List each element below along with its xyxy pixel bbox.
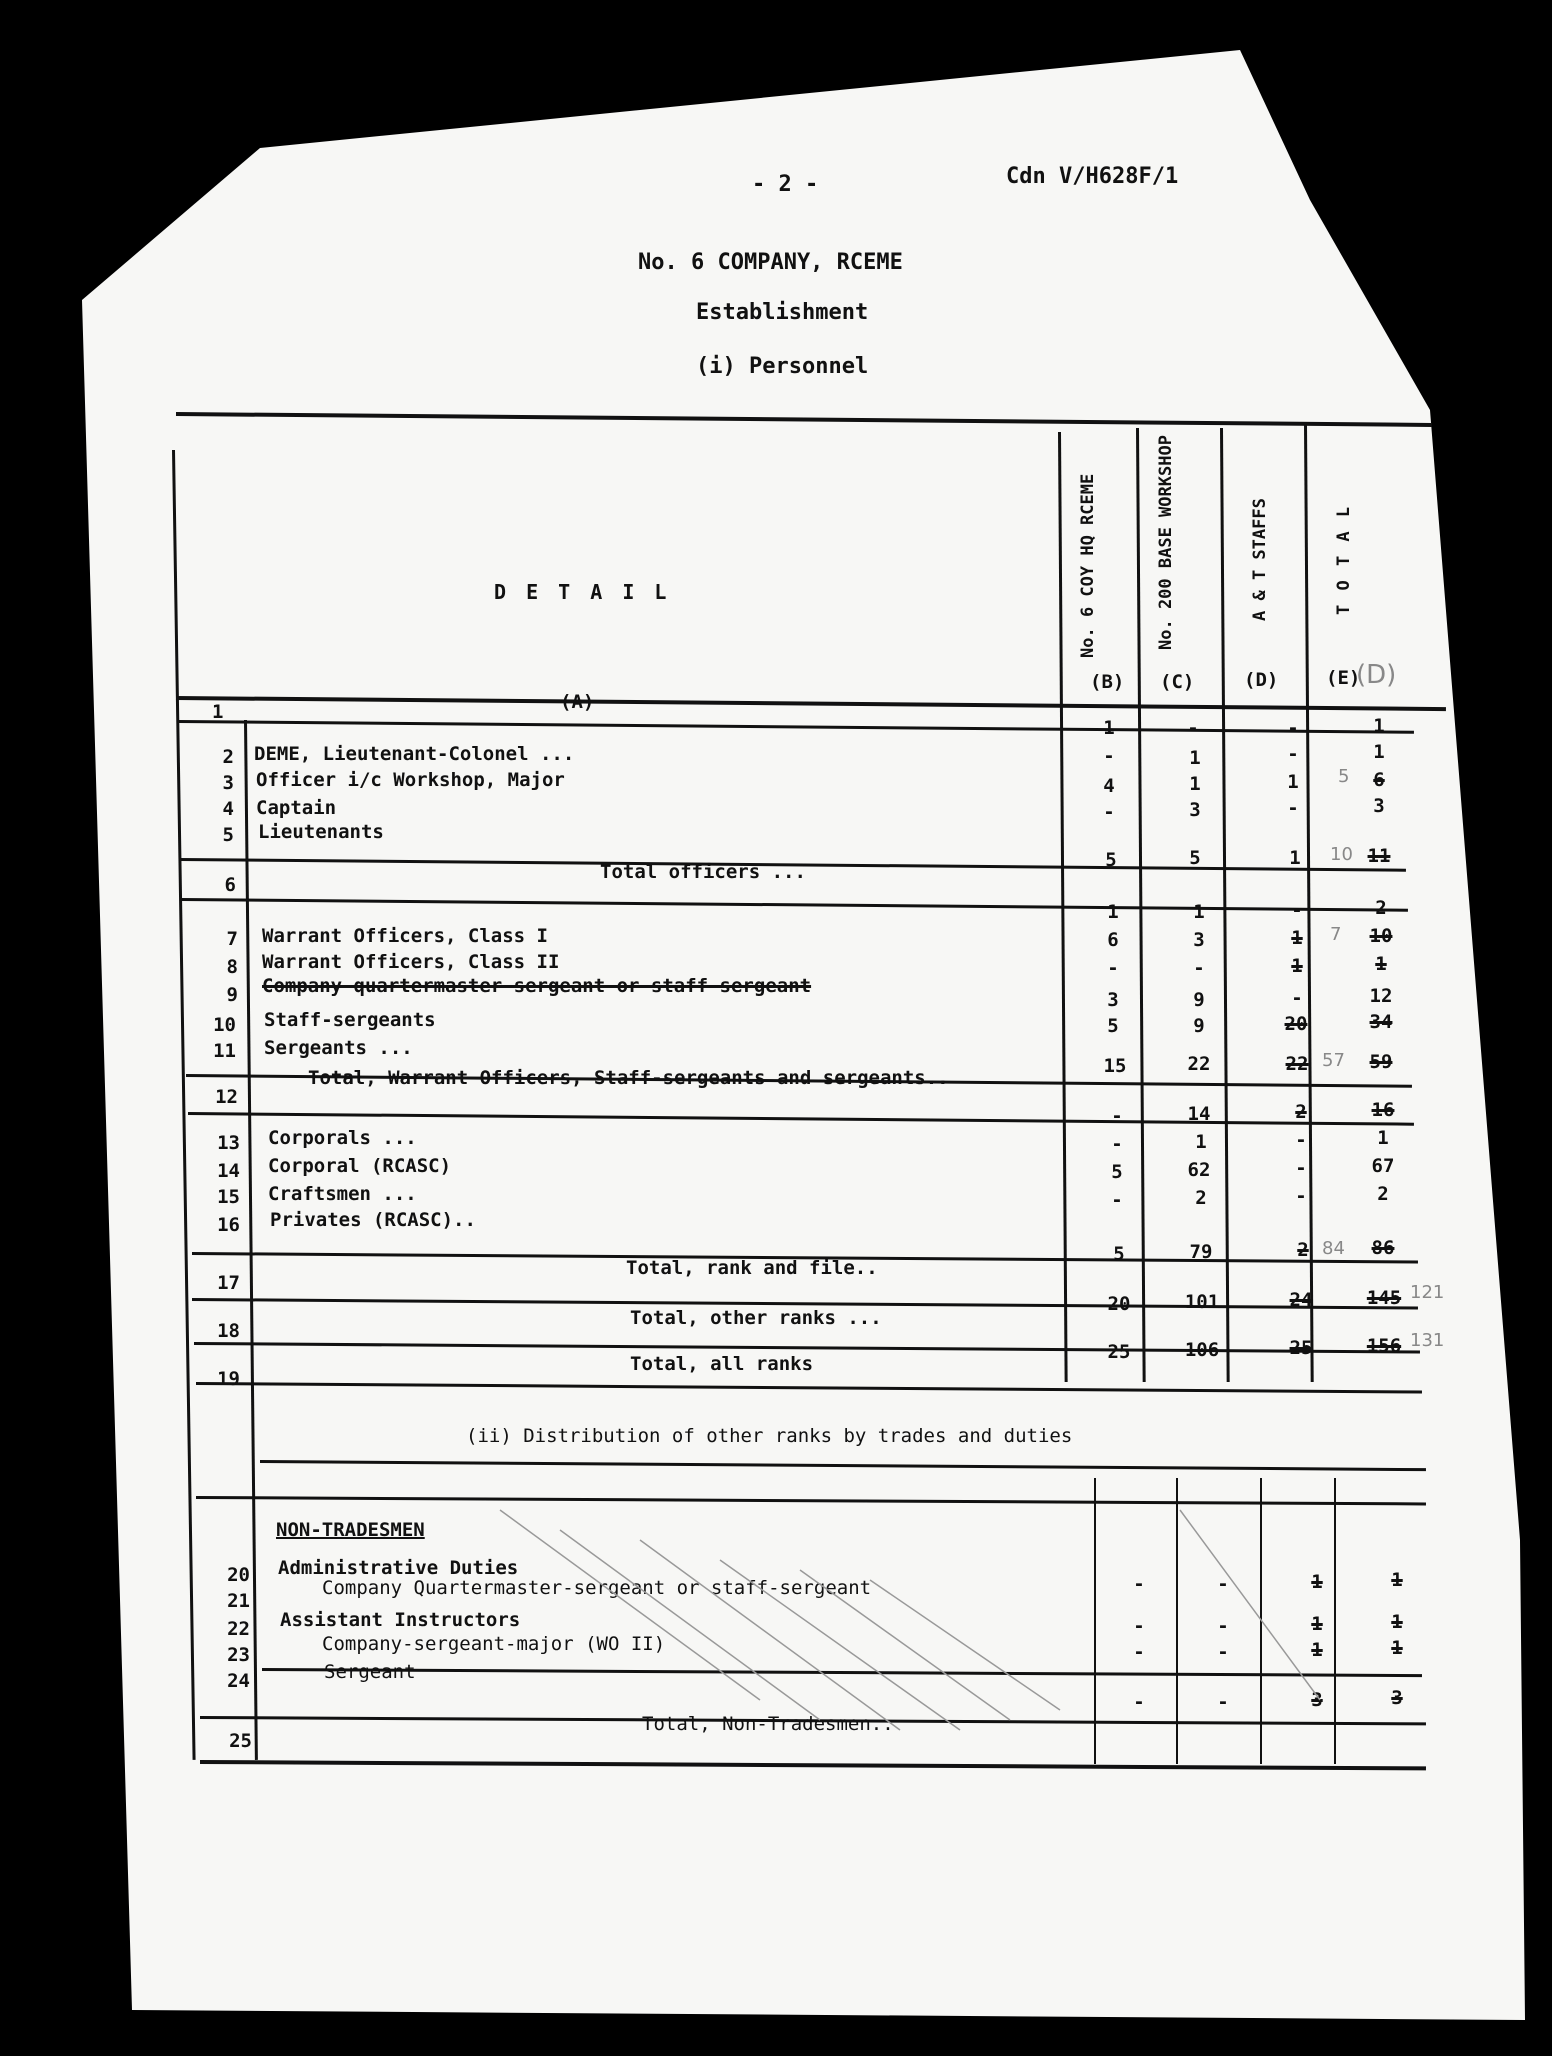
row-number: 15 xyxy=(217,1186,240,1208)
row-number: 16 xyxy=(217,1214,240,1236)
row-number: 20 xyxy=(227,1564,250,1586)
row-label: Company Quartermaster-sergeant or staff-sergeant xyxy=(322,1577,872,1599)
cell-d: 2 xyxy=(1295,1101,1307,1123)
pencil-note: 84 xyxy=(1322,1238,1345,1259)
cell-c: 79 xyxy=(1189,1241,1213,1263)
col-a-label: (A) xyxy=(560,691,595,713)
row-number: 25 xyxy=(229,1730,252,1752)
cell-b: - xyxy=(1133,1573,1145,1595)
cell-e: 10 xyxy=(1369,925,1393,947)
row-label: Sergeants ... xyxy=(264,1037,413,1059)
row-label-total: Total, Warrant Officers, Staff-sergeants and sergeants.. xyxy=(308,1067,949,1089)
cell-c: 1 xyxy=(1193,901,1205,923)
cell-e: 16 xyxy=(1371,1099,1395,1121)
cell-b: - xyxy=(1111,1133,1123,1155)
cell-b: 25 xyxy=(1107,1341,1131,1363)
col-b-label: (B) xyxy=(1090,671,1125,693)
page-number: - 2 - xyxy=(752,172,819,197)
cell-c: 1 xyxy=(1189,773,1201,795)
pencil-note: 10 xyxy=(1330,844,1353,865)
cell-d: 2 xyxy=(1297,1239,1309,1261)
cell-b: 5 xyxy=(1105,849,1117,871)
row-number: 3 xyxy=(222,772,234,794)
cell-c: 22 xyxy=(1187,1053,1211,1075)
cell-d: 1 xyxy=(1287,771,1299,793)
row-number: 24 xyxy=(227,1670,250,1692)
cell-e: 3 xyxy=(1373,795,1385,817)
cell-b: 20 xyxy=(1107,1293,1131,1315)
pencil-note: 121 xyxy=(1410,1282,1445,1303)
document-reference: Cdn V/H628F/1 xyxy=(1006,164,1179,189)
cell-d: 1 xyxy=(1311,1571,1323,1593)
cell-d: - xyxy=(1295,1185,1307,1207)
cell-c: 9 xyxy=(1193,989,1205,1011)
row-label: Warrant Officers, Class II xyxy=(262,951,560,973)
cell-e: 1 xyxy=(1373,715,1385,737)
section-heading-distribution: (ii) Distribution of other ranks by trades and duties xyxy=(466,1425,1073,1447)
cell-d: 1 xyxy=(1311,1639,1323,1661)
cell-e: 11 xyxy=(1367,845,1391,867)
cell-c: - xyxy=(1187,717,1199,739)
column-b-label: No. 6 COY HQ RCEME xyxy=(1078,473,1098,658)
cell-d: - xyxy=(1287,743,1299,765)
cell-e: 6 xyxy=(1373,769,1385,791)
cell-d: 1 xyxy=(1291,927,1303,949)
row-label: Administrative Duties xyxy=(278,1557,519,1579)
col-d-label: (D) xyxy=(1244,669,1279,691)
row-number: 12 xyxy=(215,1086,238,1108)
row-number: 10 xyxy=(213,1014,236,1036)
row-label: Craftsmen ... xyxy=(268,1183,417,1205)
cell-b: 3 xyxy=(1107,989,1119,1011)
row-label-total: Total, rank and file.. xyxy=(626,1257,878,1279)
row-label: Corporals ... xyxy=(268,1127,417,1149)
row-label: Staff-sergeants xyxy=(264,1009,436,1031)
cell-d: 24 xyxy=(1289,1289,1313,1311)
row-label: Officer i/c Workshop, Major xyxy=(256,769,565,791)
cell-e: 86 xyxy=(1371,1237,1395,1259)
row-number: 8 xyxy=(226,956,238,978)
subtitle: Establishment xyxy=(696,300,869,325)
cell-d: - xyxy=(1287,797,1299,819)
cell-b: - xyxy=(1107,957,1119,979)
cell-d: - xyxy=(1295,1157,1307,1179)
column-c-label: No. 200 BASE WORKSHOP xyxy=(1156,435,1176,650)
cell-d: - xyxy=(1295,1129,1307,1151)
cell-b: 5 xyxy=(1111,1161,1123,1183)
pencil-note-e-header: (D) xyxy=(1356,660,1397,690)
row-number: 6 xyxy=(224,874,236,896)
cell-d: 22 xyxy=(1285,1053,1309,1075)
cell-e: 1 xyxy=(1391,1569,1403,1591)
cell-c: 5 xyxy=(1189,847,1201,869)
cell-b: 5 xyxy=(1113,1243,1125,1265)
cell-e: 2 xyxy=(1377,1183,1389,1205)
cell-b: - xyxy=(1133,1615,1145,1637)
row-number: 17 xyxy=(217,1272,240,1294)
row-number: 4 xyxy=(222,798,234,820)
pencil-note: 7 xyxy=(1330,924,1342,945)
cell-c: 101 xyxy=(1184,1291,1220,1313)
col-e-label: (E) xyxy=(1326,667,1361,689)
col-1-label: 1 xyxy=(212,701,224,723)
cell-c: - xyxy=(1217,1573,1229,1595)
pencil-note: 57 xyxy=(1322,1050,1345,1071)
cell-e: 1 xyxy=(1375,953,1387,975)
cell-d: - xyxy=(1291,987,1303,1009)
cell-b: 5 xyxy=(1107,1015,1119,1037)
column-e-label: T O T A L xyxy=(1334,504,1354,616)
row-number: 2 xyxy=(222,746,234,768)
cell-d: - xyxy=(1291,899,1303,921)
non-tradesmen-heading: NON-TRADESMEN xyxy=(276,1519,425,1541)
cell-c: - xyxy=(1217,1615,1229,1637)
row-number: 5 xyxy=(222,824,234,846)
row-number: 23 xyxy=(227,1644,250,1666)
pencil-note: 5 xyxy=(1338,766,1350,787)
cell-c: 14 xyxy=(1187,1103,1211,1125)
cell-e: 3 xyxy=(1391,1687,1403,1709)
cell-b: - xyxy=(1103,745,1115,767)
cell-c: 2 xyxy=(1195,1187,1207,1209)
row-number: 7 xyxy=(226,928,238,950)
cell-e: 1 xyxy=(1373,741,1385,763)
cell-e: 67 xyxy=(1371,1155,1395,1177)
row-label-total: Total, Non-Tradesmen.. xyxy=(642,1713,894,1735)
row-label: Company-sergeant-major (WO II) xyxy=(322,1633,666,1655)
cell-c: 9 xyxy=(1193,1015,1205,1037)
row-label-total: Total, all ranks xyxy=(630,1353,814,1375)
cell-b: 15 xyxy=(1103,1055,1127,1077)
cell-b: - xyxy=(1133,1641,1145,1663)
row-number: 13 xyxy=(217,1132,240,1154)
cell-b: 6 xyxy=(1107,929,1119,951)
cell-c: - xyxy=(1217,1691,1229,1713)
cell-c: - xyxy=(1193,957,1205,979)
cell-b: 1 xyxy=(1103,717,1115,739)
cell-d: - xyxy=(1287,717,1299,739)
row-label-total: Total officers ... xyxy=(600,861,806,883)
row-label-total: Total, other ranks ... xyxy=(630,1307,882,1329)
cell-b: 1 xyxy=(1107,901,1119,923)
section-heading-personnel: (i) Personnel xyxy=(696,354,869,379)
row-number: 21 xyxy=(227,1590,250,1612)
cell-c: 3 xyxy=(1193,929,1205,951)
cell-d: 1 xyxy=(1311,1613,1323,1635)
page-title: No. 6 COMPANY, RCEME xyxy=(638,250,903,275)
row-number: 14 xyxy=(217,1160,240,1182)
cell-e: 2 xyxy=(1375,897,1387,919)
row-label: Privates (RCASC).. xyxy=(270,1209,476,1231)
cell-d: 25 xyxy=(1289,1337,1313,1359)
row-label: Sergeant xyxy=(324,1661,416,1683)
pencil-note: 131 xyxy=(1410,1330,1445,1351)
cell-e: 1 xyxy=(1391,1611,1403,1633)
cell-e: 59 xyxy=(1369,1051,1393,1073)
cell-b: - xyxy=(1133,1691,1145,1713)
col-c-label: (C) xyxy=(1160,671,1195,693)
cell-c: 1 xyxy=(1189,747,1201,769)
cell-d: 3 xyxy=(1311,1689,1323,1711)
cell-d: 1 xyxy=(1289,847,1301,869)
cell-e: 156 xyxy=(1366,1335,1402,1357)
cell-b: 4 xyxy=(1103,775,1115,797)
row-label-text: DEME, Lieutenant-Colonel ... xyxy=(254,743,575,765)
cell-c: - xyxy=(1217,1641,1229,1663)
cell-b: - xyxy=(1111,1105,1123,1127)
row-number: 11 xyxy=(213,1040,236,1062)
cell-e: 1 xyxy=(1391,1637,1403,1659)
detail-heading: D E T A I L xyxy=(494,580,671,604)
row-label: Warrant Officers, Class I xyxy=(262,925,548,947)
cell-b: - xyxy=(1103,801,1115,823)
cell-c: 106 xyxy=(1184,1339,1220,1361)
cell-e: 34 xyxy=(1369,1011,1393,1033)
row-label: Assistant Instructors xyxy=(280,1609,521,1631)
row-number: 19 xyxy=(217,1368,240,1390)
row-number: 9 xyxy=(226,984,238,1006)
row-label: Corporal (RCASC) xyxy=(268,1155,452,1177)
cell-e: 12 xyxy=(1369,985,1393,1007)
column-d-label: A & T STAFFS xyxy=(1250,498,1270,622)
cell-d: 1 xyxy=(1291,955,1303,977)
cell-c: 3 xyxy=(1189,799,1201,821)
row-label: Company quartermaster-sergeant or staff-sergeant xyxy=(262,975,812,997)
row-number: 22 xyxy=(227,1618,250,1640)
cell-d: 20 xyxy=(1284,1013,1308,1035)
cell-b: - xyxy=(1111,1189,1123,1211)
row-number: 18 xyxy=(217,1320,240,1342)
cell-e: 1 xyxy=(1377,1127,1389,1149)
row-label: Lieutenants xyxy=(258,821,384,843)
cell-c: 62 xyxy=(1187,1159,1211,1181)
row-label: Captain xyxy=(256,797,337,819)
cell-e: 145 xyxy=(1366,1287,1402,1309)
cell-c: 1 xyxy=(1195,1131,1207,1153)
